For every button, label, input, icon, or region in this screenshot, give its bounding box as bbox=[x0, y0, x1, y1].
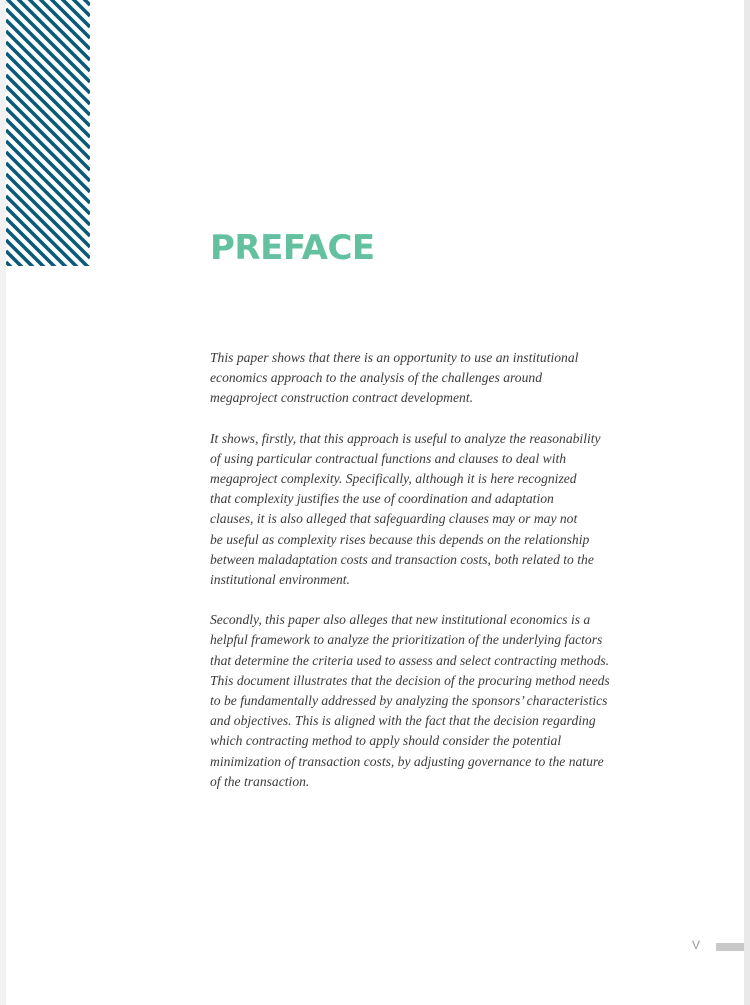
paragraph-1 bbox=[210, 348, 650, 409]
stripe-line bbox=[6, 9, 90, 93]
page-edge bbox=[744, 0, 750, 1005]
text-line: that determine the criteria used to assess and select contracting methods. bbox=[210, 652, 610, 668]
text-line: This paper shows that there is an opportunity to use an institutional bbox=[210, 350, 579, 365]
text-line: clauses, it is also alleged that safeguarding clauses may or may not bbox=[210, 511, 578, 527]
text-line: helpful framework to analyze the prioritization of the underlying factors bbox=[210, 632, 603, 648]
stripe-line bbox=[6, 130, 90, 214]
stripe-line bbox=[6, 75, 90, 159]
stripe-line bbox=[6, 152, 90, 236]
text-line: which contracting method to apply should consider the potential bbox=[210, 733, 562, 749]
text-line: between maladaptation costs and transaction costs, both related to the bbox=[210, 551, 594, 567]
text-line: of using particular contractual functions and clauses to deal with bbox=[210, 450, 567, 466]
paragraph-2 bbox=[210, 429, 650, 591]
text-line: Secondly, this paper also alleges that new institutional economics is a bbox=[210, 612, 591, 628]
stripe-line bbox=[6, 64, 90, 148]
stripe-line bbox=[6, 53, 90, 137]
text-line: This document illustrates that the decision of the procuring method needs bbox=[210, 672, 610, 688]
page-tab-marker bbox=[716, 943, 744, 951]
text-line: It shows, firstly, that this approach is useful to analyze the reasonability bbox=[210, 430, 601, 446]
stripe-line bbox=[6, 31, 90, 115]
stripe-line bbox=[6, 174, 90, 258]
text-line: be useful as complexity rises because this depends on the relationship bbox=[210, 531, 590, 547]
text-line: that complexity justifies the use of coordination and adaptation bbox=[210, 491, 554, 507]
text-line: to be fundamentally addressed by analyzing the sponsors’ characteristics bbox=[210, 693, 608, 709]
stripe-line bbox=[6, 119, 90, 203]
text-line: megaproject construction contract development. bbox=[210, 390, 473, 406]
text-line: and objectives. This is aligned with the fact that the decision regarding bbox=[210, 713, 596, 729]
stripe-line bbox=[6, 97, 90, 181]
stripe-line bbox=[6, 86, 90, 170]
stripe-line bbox=[6, 163, 90, 247]
stripe-line bbox=[6, 20, 90, 104]
page-title: PREFACE bbox=[210, 228, 375, 268]
page-number: V bbox=[692, 938, 701, 952]
stripe-line bbox=[6, 141, 90, 225]
stripe-line bbox=[6, 108, 90, 192]
diagonal-stripes-decoration bbox=[6, 0, 90, 266]
paragraph-3 bbox=[210, 610, 650, 792]
stripe-line bbox=[6, 42, 90, 126]
text-line: megaproject complexity. Specifically, although it is here recognized bbox=[210, 471, 577, 487]
text-line: institutional environment. bbox=[210, 572, 350, 588]
preface-body bbox=[210, 348, 650, 812]
text-line: minimization of transaction costs, by adjusting governance to the nature bbox=[210, 753, 604, 769]
text-line: of the transaction. bbox=[210, 773, 310, 789]
text-line: economics approach to the analysis of the challenges around bbox=[210, 370, 542, 386]
